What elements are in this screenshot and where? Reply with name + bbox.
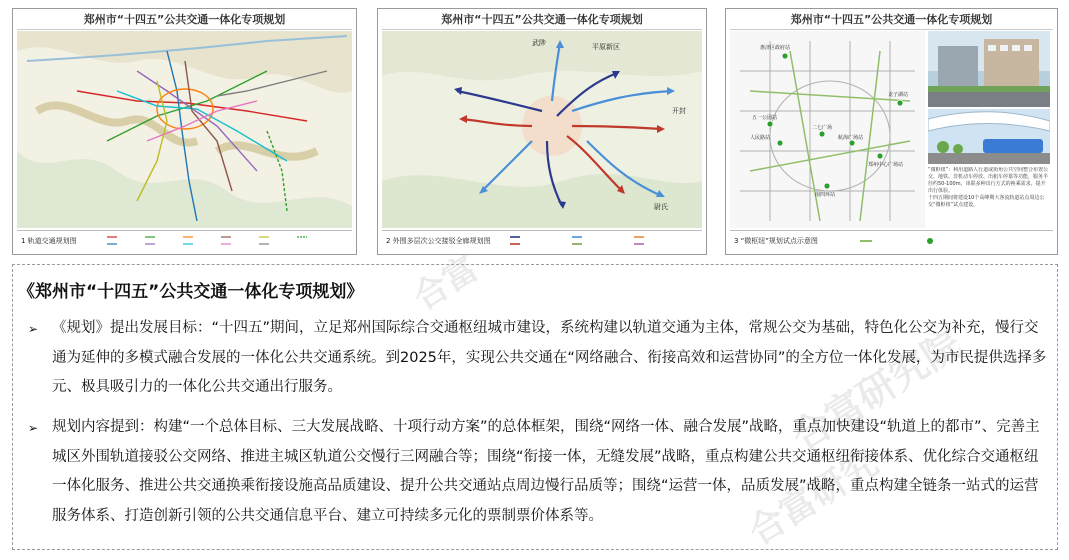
station-label: 人民路站 xyxy=(750,135,771,141)
brt-station-photo xyxy=(928,109,1050,164)
caption-text: “微枢纽”：利用道路人行道或街角公共空间整合布置公交、地铁、非机动车停放、出租车停靠等功能，服务半径约50-100m，串联多种出行方式的换乘需求，提升出行体验。 xyxy=(928,167,1049,194)
rail-map xyxy=(17,31,352,230)
title-divider xyxy=(17,29,352,30)
place-label: 尉氏 xyxy=(654,203,668,211)
panel-label: 1 轨道交通规划图 xyxy=(21,237,77,245)
panel-title: 郑州市“十四五”公共交通一体化专项规划 xyxy=(790,13,993,26)
panel-title: 郑州市“十四五”公共交通一体化专项规划 xyxy=(441,13,643,26)
map-legend xyxy=(85,234,348,248)
corridor-map-graphic xyxy=(382,31,702,228)
panel-footer xyxy=(17,230,352,251)
caption-text-2: 十四五期间将建设10个高峰期大客流轨道站点周边公交“微枢纽”试点建设。 xyxy=(928,195,1045,208)
bullet-arrow-icon: ➢ xyxy=(28,322,39,336)
corridor-map xyxy=(382,31,702,230)
station-label: 惠济区政府站 xyxy=(760,45,791,51)
title-divider xyxy=(730,29,1053,30)
place-label: 开封 xyxy=(672,107,686,115)
document-title: 《郑州市“十四五”公共交通一体化专项规划》 xyxy=(18,282,364,302)
paragraph-goals: 《规划》提出发展目标：“十四五”期间，立足郑州国际综合交通枢纽城市建设，系统构建以轨道交通为主体，常规公交为基础，特色化公交为补充，慢行交通为延伸的多模式融合发展的一体化公共交通系统。到2025年，实现公共交通在“网络融合、衔接高效和运营协同”的全方位一体化发展，为市民提供选择多元、极具吸引力的一体化公共交通出行服务。 xyxy=(52,320,1047,395)
map-legend xyxy=(840,234,1049,248)
bullet-arrow-icon: ➢ xyxy=(28,421,39,435)
place-label: 平原新区 xyxy=(592,43,620,51)
station-label: 郑州中心广场站 xyxy=(868,162,904,168)
watermark: 合富研究院 xyxy=(784,321,970,460)
panel-footer xyxy=(382,230,702,251)
micro-hub-map-graphic xyxy=(730,31,925,228)
panel-label: 3 “微枢纽”规划试点示意图 xyxy=(734,237,818,245)
paragraph-content: 规划内容提到：构建“一个总体目标、三大发展战略、十项行动方案”的总体框架，围绕“网络一体、融合发展”战略，重点加快建设“轨道上的都市”、完善主城区外围轨道接驳公交网络、推进主城区轨道公交慢行三网融合等；围绕“衔接一体，无缝发展”战略，重点构建公共交通枢纽衔接体系、优化综合交通枢纽一体化服务、推进公共交通换乘衔接设施高品质建设、提升公共交通站点周边慢行品质等；围绕“运营一体，品质发展”战略，重点构建全链条一站式的运营服务体系、打造创新引领的公共交通信息平台、建立可持续多元化的票制票价体系等。 xyxy=(52,419,1040,524)
legend-graphic xyxy=(85,234,355,248)
map-panel-micro-hub xyxy=(725,8,1058,255)
watermark: 合富 xyxy=(406,248,486,319)
micro-hub-caption xyxy=(928,167,1050,229)
brt-station-photo-graphic xyxy=(928,109,1050,164)
map-panel-bus-corridor xyxy=(377,8,707,255)
panel-footer xyxy=(730,230,1053,251)
watermark: 合富研究 xyxy=(741,442,886,554)
station-label: 五一公园站 xyxy=(752,115,778,121)
station-label: 航海广场站 xyxy=(838,135,864,141)
map-legend xyxy=(502,234,698,248)
station-label: 南四环站 xyxy=(815,192,836,198)
panel-title: 郑州市“十四五”公共交通一体化专项规划 xyxy=(83,13,286,26)
map-panel-rail xyxy=(12,8,357,255)
station-label: 二七广场 xyxy=(812,125,833,131)
panel-label: 2 外围多层次公交接驳全廊规划图 xyxy=(386,237,491,245)
building-photo xyxy=(928,31,1050,107)
legend-graphic xyxy=(502,234,702,248)
station-label: 龙子湖站 xyxy=(888,92,909,98)
title-divider xyxy=(382,29,702,30)
place-label: 武陟 xyxy=(532,39,546,47)
legend-graphic xyxy=(840,234,1040,248)
building-photo-graphic xyxy=(928,31,1050,107)
rail-map-graphic xyxy=(17,31,352,228)
